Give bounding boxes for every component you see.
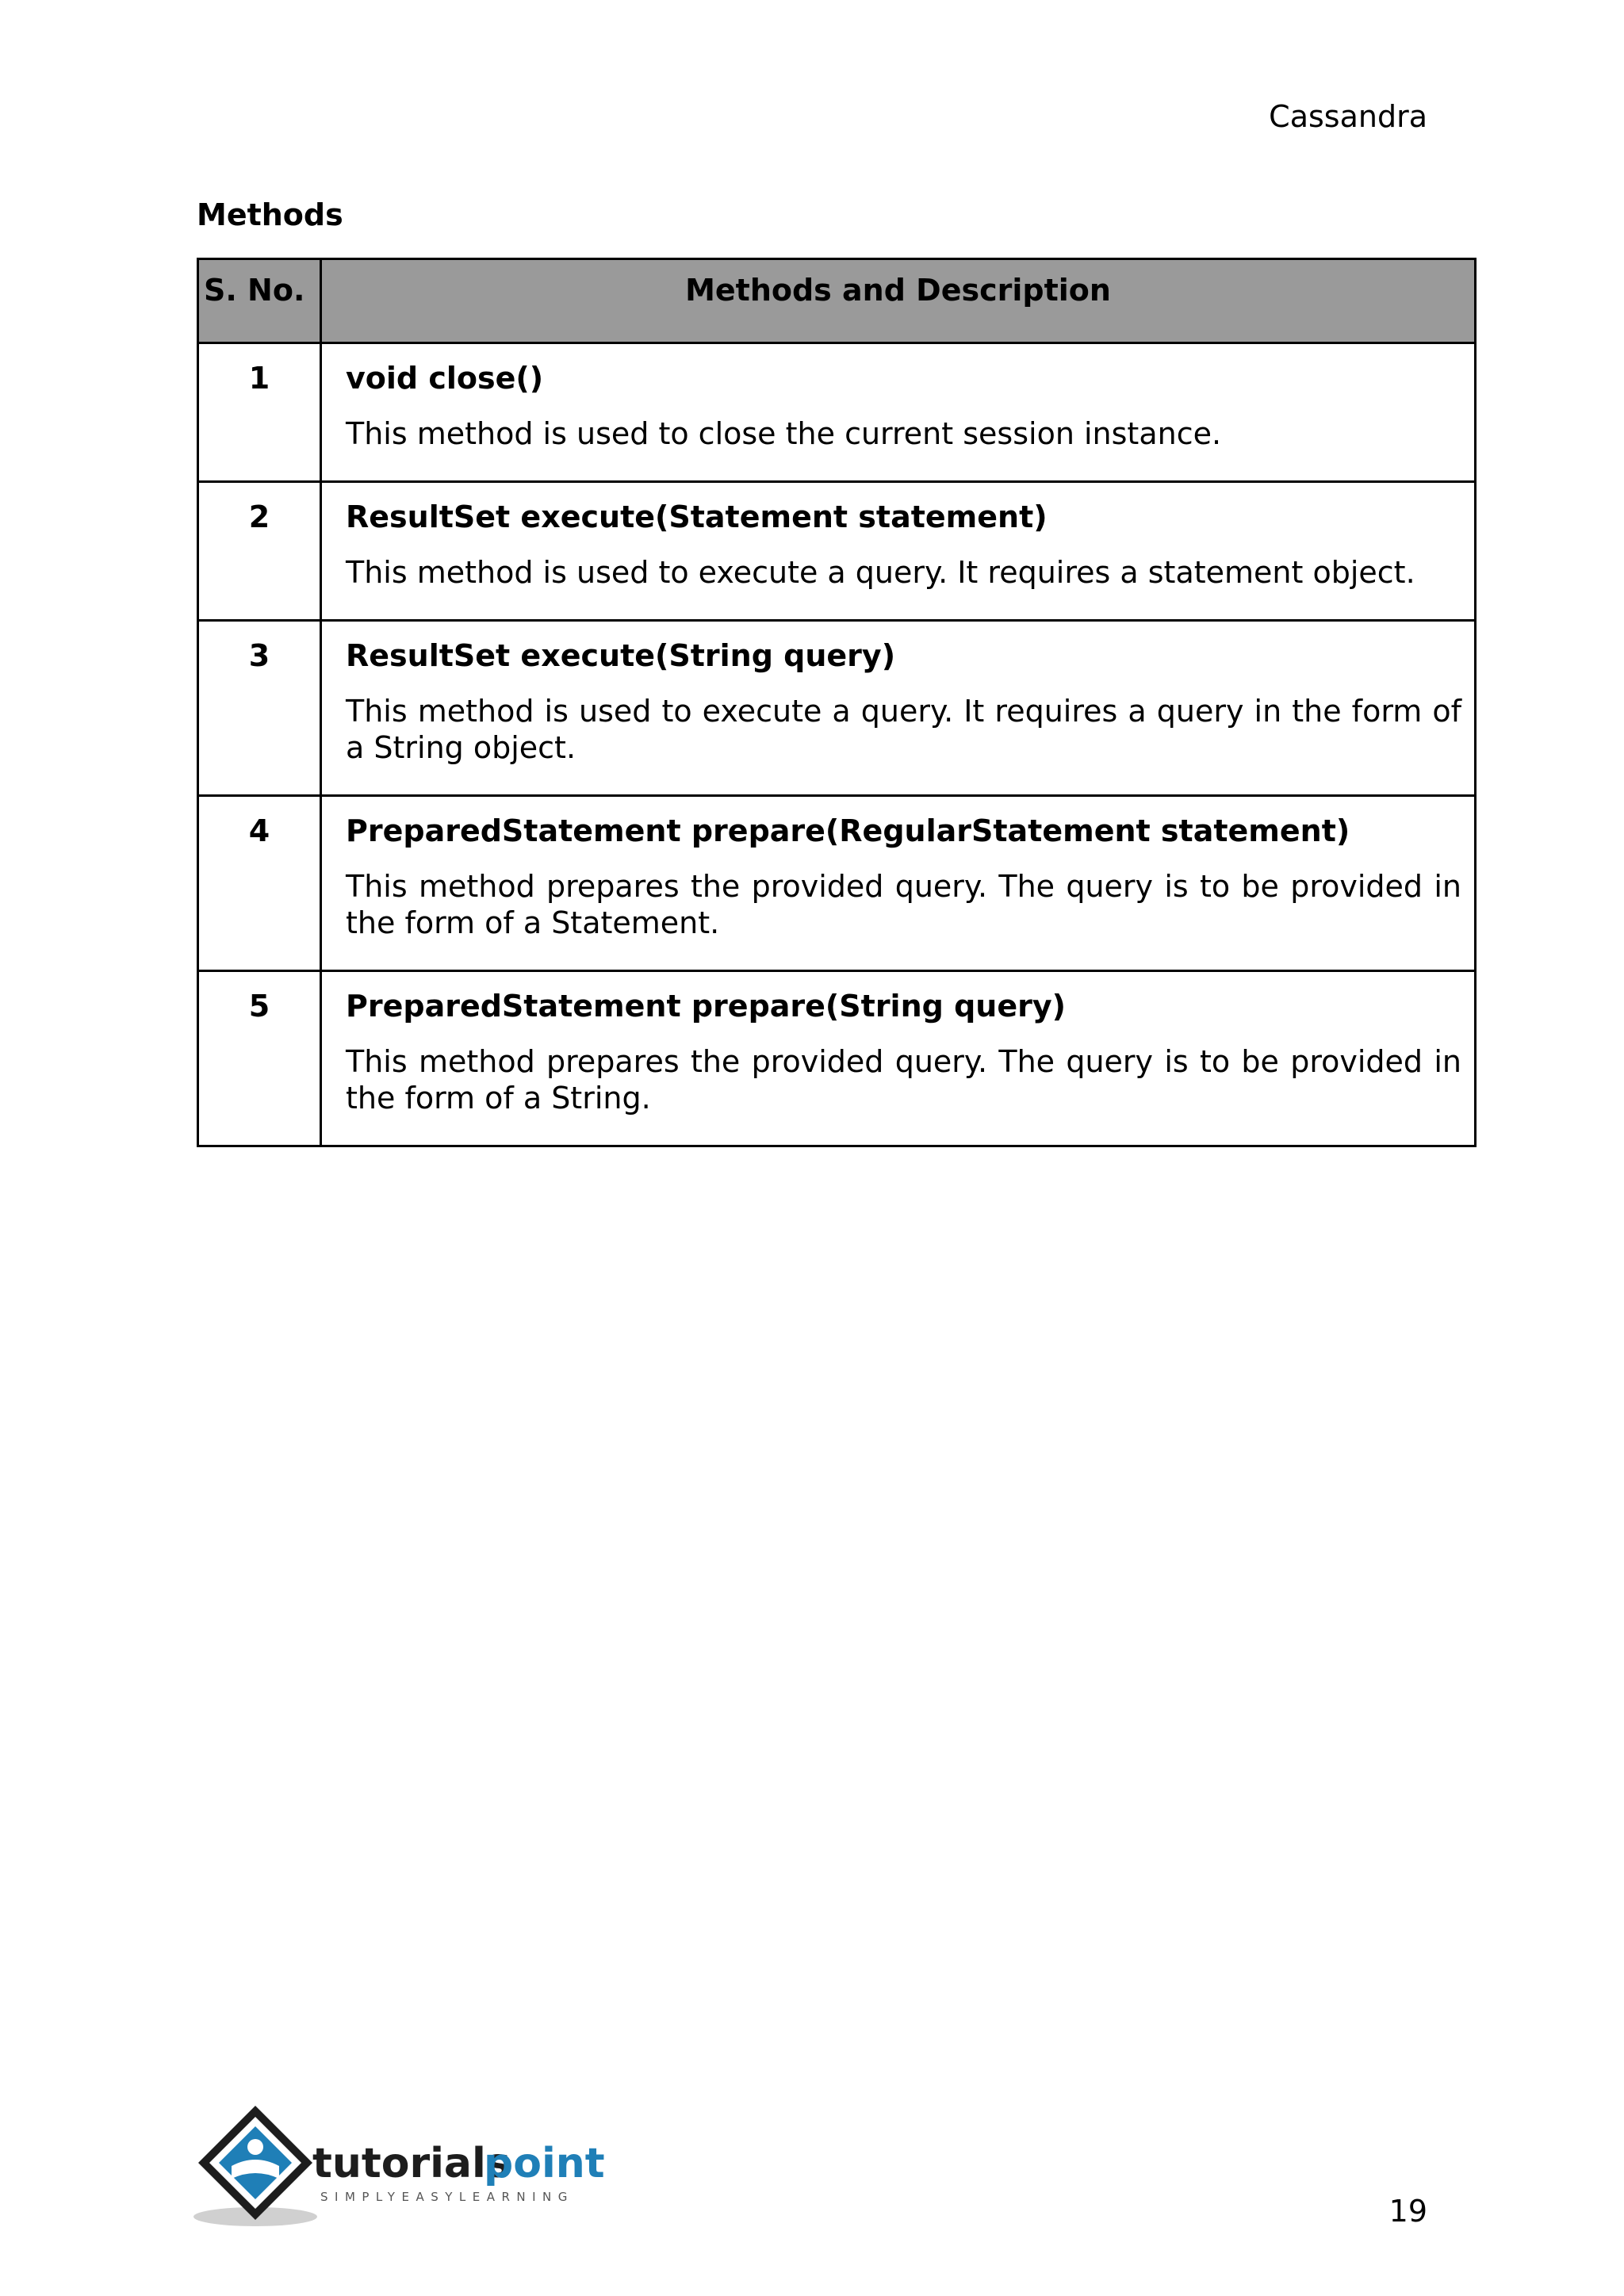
methods-table bbox=[197, 258, 1477, 1147]
method-cell bbox=[321, 343, 1476, 482]
column-header-sno: S. No. bbox=[198, 259, 321, 343]
table-row bbox=[198, 482, 1476, 621]
method-signature: ResultSet execute(String query) bbox=[346, 638, 896, 673]
page-number: 19 bbox=[1388, 2194, 1427, 2229]
table-row bbox=[198, 971, 1476, 1146]
row-number: 2 bbox=[198, 482, 321, 621]
method-signature: PreparedStatement prepare(RegularStatement statement) bbox=[346, 813, 1350, 848]
table-row bbox=[198, 796, 1476, 971]
method-cell bbox=[321, 796, 1476, 971]
method-cell bbox=[321, 971, 1476, 1146]
header-title: Cassandra bbox=[1269, 99, 1427, 134]
method-description: This method is used to execute a query. It requires a query in the form of a String object. bbox=[346, 694, 1461, 765]
logo-tagline: SIMPLYEASYLEARNING bbox=[320, 2190, 574, 2204]
method-description: This method is used to execute a query. It requires a statement object. bbox=[346, 555, 1415, 590]
method-description: This method prepares the provided query. The query is to be provided in the form of a String. bbox=[346, 1044, 1461, 1115]
row-number: 5 bbox=[198, 971, 321, 1146]
row-number: 4 bbox=[198, 796, 321, 971]
method-signature: void close() bbox=[346, 361, 544, 396]
tutorialspoint-logo bbox=[193, 2099, 614, 2234]
table-header-row bbox=[198, 259, 1476, 343]
method-description: This method prepares the provided query. The query is to be provided in the form of a Statement. bbox=[346, 869, 1461, 940]
row-number: 1 bbox=[198, 343, 321, 482]
method-description: This method is used to close the current session instance. bbox=[346, 416, 1222, 451]
method-cell bbox=[321, 482, 1476, 621]
table-row bbox=[198, 621, 1476, 796]
column-header-methods: Methods and Description bbox=[321, 259, 1476, 343]
row-number: 3 bbox=[198, 621, 321, 796]
method-signature: ResultSet execute(Statement statement) bbox=[346, 499, 1048, 534]
method-cell bbox=[321, 621, 1476, 796]
section-heading: Methods bbox=[197, 197, 343, 232]
logo-text-accent: point bbox=[484, 2140, 605, 2187]
method-signature: PreparedStatement prepare(String query) bbox=[346, 989, 1066, 1024]
logo-figure-head bbox=[247, 2139, 263, 2155]
table-row bbox=[198, 343, 1476, 482]
logo-text-main: tutorials bbox=[312, 2140, 511, 2187]
